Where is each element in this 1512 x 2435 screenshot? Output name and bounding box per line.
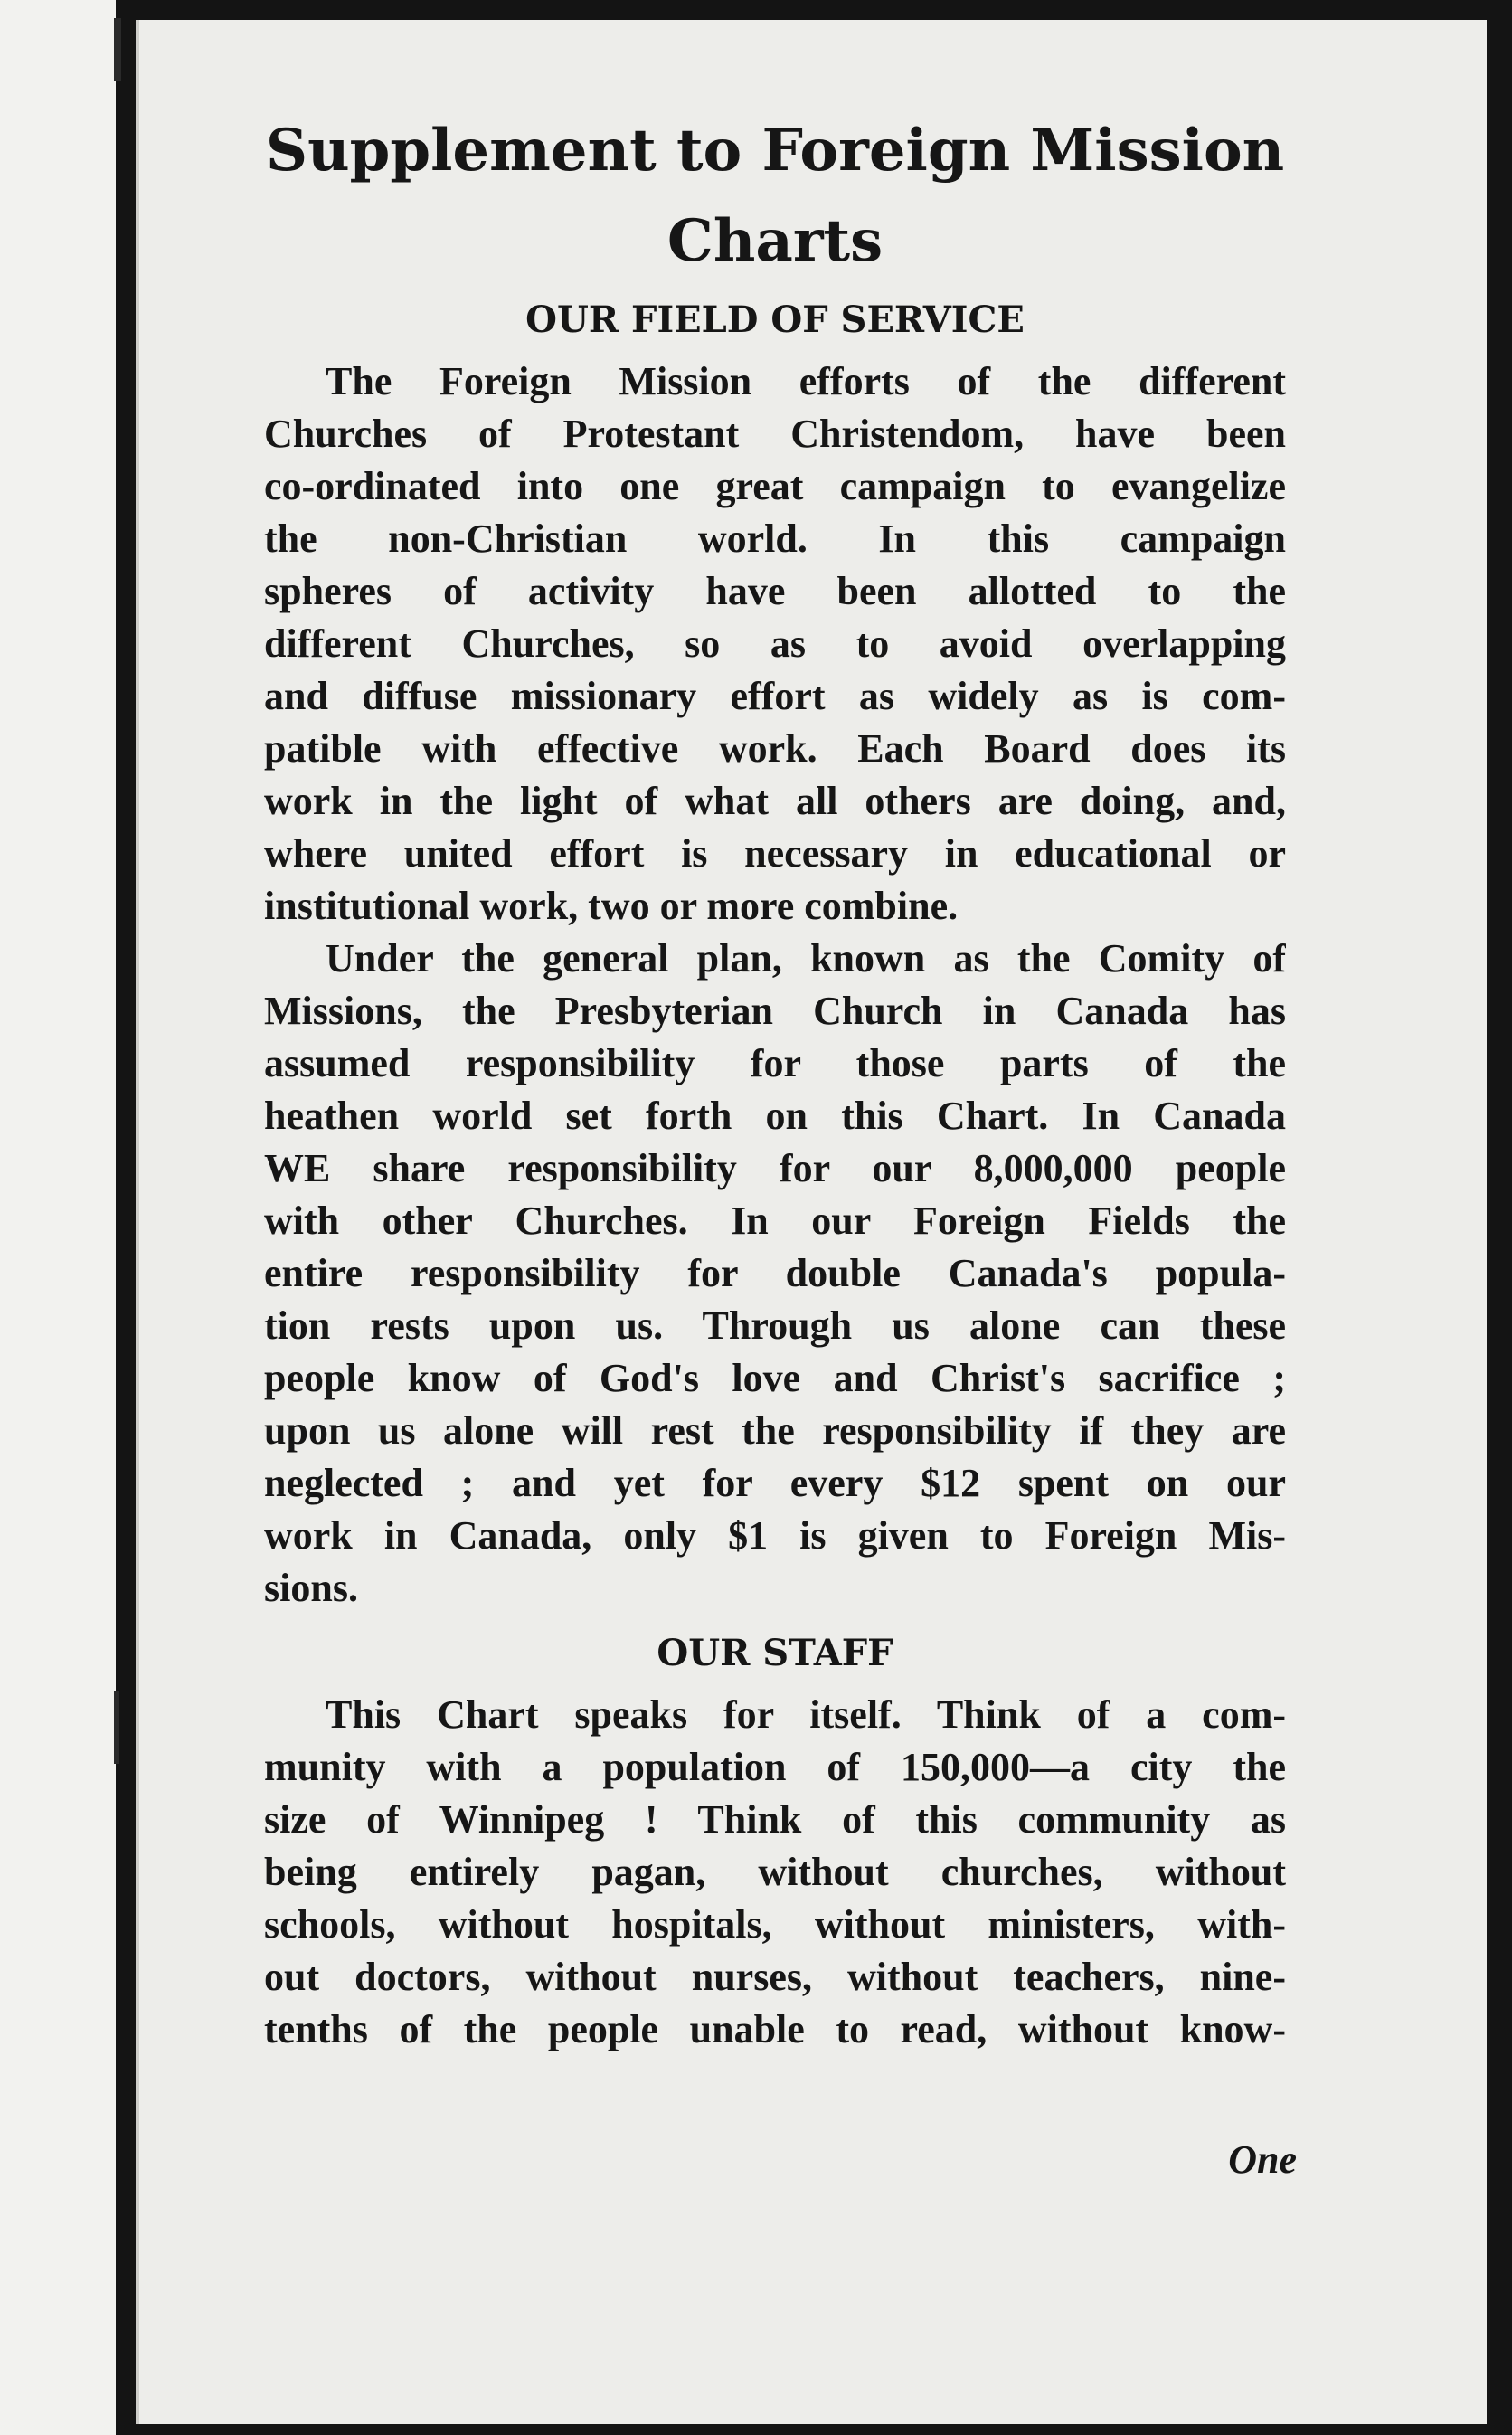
text-line: Under the general plan, known as the Comity of [326,936,1286,981]
text-line: munity with a population of 150,000—a city the [264,1745,1286,1789]
text-line: Missions, the Presbyterian Church in Canada has [264,989,1286,1033]
text-line: out doctors, without nurses, without teachers, nine- [264,1955,1286,1999]
paragraph-comity [264,355,1286,933]
text-line: and diffuse missionary effort as widely as is com- [264,674,1286,718]
text-line: WE share responsibility for our 8,000,000 people [264,1146,1286,1190]
text-line: different Churches, so as to avoid overlapping [264,621,1286,666]
adjacent-page-edge [0,0,116,2435]
text-line: size of Winnipeg ! Think of this community as [264,1797,1286,1842]
text-line: Churches of Protestant Christendom, have been [264,412,1286,456]
text-line: being entirely pagan, without churches, without [264,1850,1286,1894]
text-line: tion rests upon us. Through us alone can these [264,1303,1286,1348]
section-heading-field-of-service: OUR FIELD OF SERVICE [525,298,1025,341]
text-line: entire responsibility for double Canada's popula- [264,1251,1286,1295]
text-line: This Chart speaks for itself. Think of a com- [326,1692,1286,1737]
page-title [264,106,1286,287]
text-line: spheres of activity have been allotted to the [264,569,1286,613]
title-line-1: Supplement to Foreign Mission [265,117,1285,185]
text-line: the non-Christian world. In this campaign [264,516,1286,561]
text-line: schools, without hospitals, without ministers, with- [264,1902,1286,1947]
text-line: work in Canada, only $1 is given to Foreign Mis- [264,1513,1286,1558]
gutter-shadow [114,1691,119,1764]
gutter-shadow [114,18,121,81]
text-line: people know of God's love and Christ's sacrifice ; [264,1356,1286,1400]
text-line: neglected ; and yet for every $12 spent on our [264,1461,1286,1505]
text-line: heathen world set forth on this Chart. In Canada [264,1094,1286,1138]
text-line: The Foreign Mission efforts of the different [326,359,1286,403]
scanned-page [136,20,1487,2424]
text-line: sions. [264,1566,358,1610]
text-line: where united effort is necessary in educational or [264,831,1286,876]
text-line: upon us alone will rest the responsibility if they are [264,1408,1286,1453]
text-line: work in the light of what all others are doing, and, [264,779,1286,823]
text-line: with other Churches. In our Foreign Fields the [264,1199,1286,1243]
title-line-2: Charts [666,207,884,275]
text-line: assumed responsibility for those parts of the [264,1041,1286,1085]
section-heading-staff: OUR STAFF [657,1632,893,1674]
text-line: institutional work, two or more combine. [264,884,959,928]
text-line: co-ordinated into one great campaign to evangelize [264,464,1286,508]
page-text [264,106,1286,2056]
catchword: One [1228,2137,1297,2182]
paragraph-staff [264,1689,1286,2056]
text-line: tenths of the people unable to read, without know- [264,2007,1286,2051]
text-line: patible with effective work. Each Board does its [264,726,1286,771]
paragraph-responsibility [264,933,1286,1615]
